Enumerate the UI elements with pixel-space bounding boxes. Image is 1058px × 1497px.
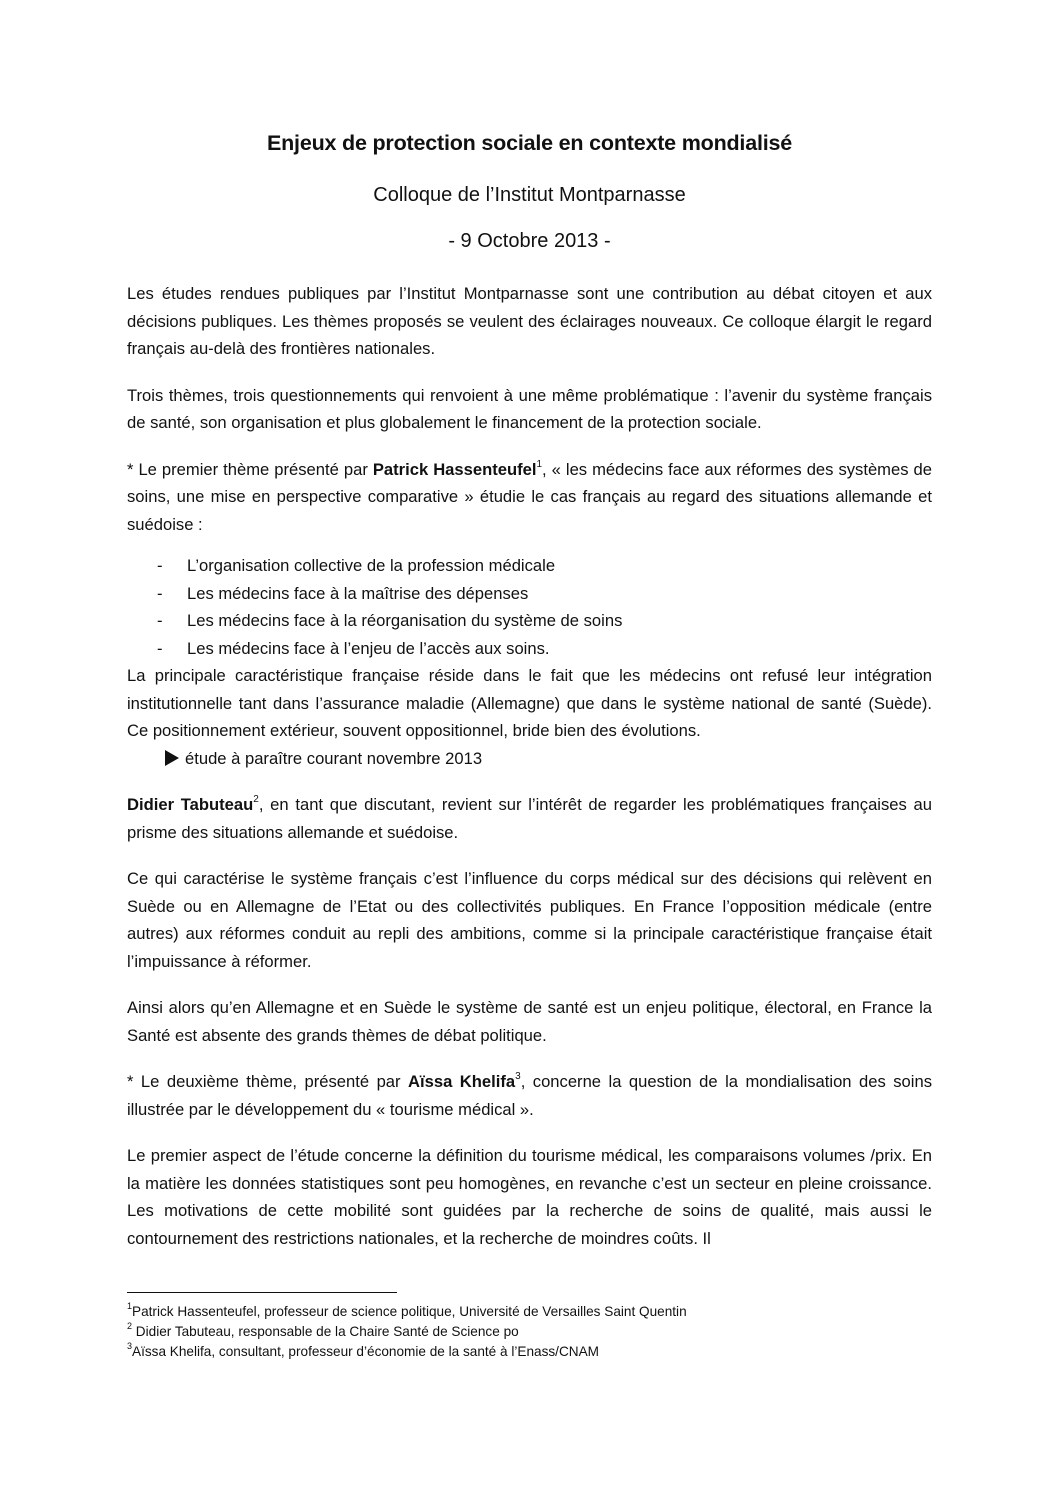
footnote-2 bbox=[127, 1322, 932, 1342]
study-note bbox=[127, 745, 932, 773]
footnote-ref-1: 1 bbox=[536, 458, 543, 470]
footnote-text: Didier Tabuteau, responsable de la Chaire Santé de Science po bbox=[132, 1324, 519, 1339]
list-dash: - bbox=[157, 556, 163, 575]
ainsi-paragraph: Ainsi alors qu’en Allemagne et en Suède le système de santé est un enjeu politique, électoral, en France la Santé est absente des grands thèmes de débat politique. bbox=[127, 998, 932, 1045]
colloquium-date: - 9 Octobre 2013 - bbox=[448, 230, 611, 252]
theme1-paragraph bbox=[127, 456, 932, 539]
characterise-paragraph: Ce qui caractérise le système français c’est l’influence du corps médical sur des décisions qui relèvent en Suède ou en Allemagne de l’Etat ou des collectivités publiques. En France l’opposition médicale (entre autres) aux réformes conduit au repli des ambitions, comme si la principale caractéristique française était l’impuissance à réformer. bbox=[127, 869, 932, 971]
footnote-1 bbox=[127, 1302, 932, 1322]
list-item-text: Les médecins face à la maîtrise des dépenses bbox=[187, 583, 529, 603]
footnotes bbox=[127, 1302, 932, 1362]
theme1-lead: * Le premier thème présenté par bbox=[127, 459, 373, 479]
document-subtitle: Colloque de l’Institut Montparnasse bbox=[373, 184, 686, 206]
footnote-ref-2: 2 bbox=[253, 794, 259, 806]
footnote-3 bbox=[127, 1342, 932, 1362]
intro-paragraph-2: Trois thèmes, trois questionnements qui renvoient à une même problématique : l’avenir du système français de santé, son organisation et plus globalement le financement de la protection sociale. bbox=[127, 385, 932, 432]
theme2-lead: * Le deuxième thème, présenté par bbox=[127, 1072, 409, 1091]
document-title: Enjeux de protection sociale en contexte mondialisé bbox=[266, 131, 793, 155]
footnote-text: Aïssa Khelifa, consultant, professeur d’économie de la santé à l’Enass/CNAM bbox=[132, 1344, 599, 1359]
list-item-text: L’organisation collective de la profession médicale bbox=[187, 556, 556, 575]
theme2-rest: , concerne la question de la mondialisation des soins illustrée par le développement du « tourisme médical ». bbox=[127, 1072, 932, 1119]
theme1-conclusion: La principale caractéristique française réside dans le fait que les médecins ont refusé leur intégration institutionnelle tant dans l’assurance maladie (Allemagne) que dans le système national de santé (Suède). Ce positionnement extérieur, souvent oppositionnel, bride bien des évolutions. bbox=[127, 666, 932, 740]
triangle-right-icon bbox=[165, 750, 179, 766]
footnote-number: 3 bbox=[127, 1341, 133, 1352]
list-dash: - bbox=[157, 583, 163, 603]
discussant-paragraph bbox=[127, 791, 932, 846]
theme1-presenter: Patrick Hassenteufel bbox=[372, 459, 537, 479]
theme1-rest: , « les médecins face aux réformes des systèmes de soins, une mise en perspective comparative » étudie le cas français au regard des situations allemande et suédoise : bbox=[127, 459, 932, 534]
list-item-text: Les médecins face à la réorganisation du système de soins bbox=[187, 611, 623, 630]
list-item bbox=[127, 580, 932, 608]
list-item bbox=[127, 635, 932, 663]
list-item bbox=[127, 607, 932, 635]
discussant-rest: , en tant que discutant, revient sur l’intérêt de regarder les problématiques françaises au prisme des situations allemande et suédoise. bbox=[127, 795, 932, 842]
footnote-text: Patrick Hassenteufel, professeur de science politique, Université de Versailles Saint Quentin bbox=[132, 1304, 687, 1319]
theme1-topic-list bbox=[127, 552, 932, 662]
footnote-number: 1 bbox=[127, 1301, 133, 1312]
intro-paragraph-1: Les études rendues publiques par l’Institut Montparnasse sont une contribution au débat citoyen et aux décisions publiques. Les thèmes proposés se veulent des éclairages nouveaux. Ce colloque élargit le regard français au-delà des frontières nationales. bbox=[127, 284, 932, 358]
footnote-number: 2 bbox=[127, 1321, 133, 1332]
study-note-text: étude à paraître courant novembre 2013 bbox=[185, 748, 483, 768]
footnote-ref-3: 3 bbox=[515, 1071, 521, 1083]
theme2-paragraph bbox=[127, 1068, 932, 1123]
list-item bbox=[127, 552, 932, 580]
discussant-name: Didier Tabuteau bbox=[127, 795, 254, 814]
theme2-presenter: Aïssa Khelifa bbox=[408, 1072, 516, 1091]
list-dash: - bbox=[157, 611, 163, 630]
footnote-divider bbox=[127, 1292, 397, 1293]
document-body bbox=[127, 128, 932, 1252]
premier-aspect-paragraph: Le premier aspect de l’étude concerne la définition du tourisme médical, les comparaisons volumes /prix. En la matière les données statistiques sont peu homogènes, en revanche c’est un secteur en pleine croissance. Les motivations de cette mobilité sont guidées par la recherche de soins de qualité, mais aussi le contournement des restrictions nationales, et la recherche de moindres coûts. Il bbox=[127, 1146, 932, 1248]
list-item-text: Les médecins face à l’enjeu de l’accès aux soins. bbox=[187, 638, 550, 658]
list-dash: - bbox=[157, 638, 163, 658]
